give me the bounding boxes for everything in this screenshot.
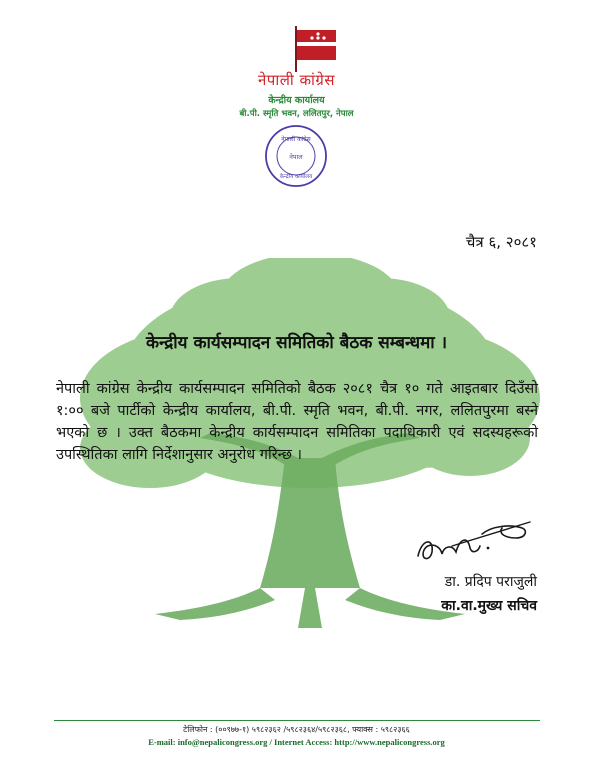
letter-subject: केन्द्रीय कार्यसम्पादन समितिको बैठक सम्बन्धमा । (145, 333, 448, 353)
organization-name: नेपाली कांग्रेस (257, 71, 336, 89)
letter-date: चैत्र ६, २०८१ (465, 233, 537, 251)
office-name: केन्द्रीय कार्यालय (268, 95, 325, 106)
footer-email-website: E-mail: info@nepalicongress.org / Internet Access: http://www.nepalicongress.org (148, 737, 445, 747)
handwritten-signature (412, 508, 534, 570)
party-flag-icon (290, 24, 340, 72)
footer-divider (54, 720, 540, 721)
signer-title: का.वा.मुख्य सचिव (441, 598, 537, 614)
office-address: बी.पी. स्मृति भवन, ललितपुर, नेपाल (239, 109, 354, 119)
svg-text:नेपाल: नेपाल (289, 153, 303, 161)
signer-name: डा. प्रदिप पराजुली (444, 574, 537, 590)
svg-text:नेपाली कांग्रेस: नेपाली कांग्रेस (281, 136, 311, 143)
footer-contact-phones: टेलिफोन : (००९७७-१) ५९८२३६२ /५९८२३६४/५९८२३६८, फ्याक्स : ५९८२३६६ (183, 725, 410, 734)
svg-text:केन्द्रीय कार्यालय: केन्द्रीय कार्यालय (279, 174, 313, 180)
office-seal-stamp (264, 124, 328, 188)
letter-body: नेपाली कांग्रेस केन्द्रीय कार्यसम्पादन समितिको बैठक २०८१ चैत्र १० गते आइतबार दिउँसो १:०० बजे पार्टीको केन्द्रीय कार्यालय, बी.पी. स्मृति भवन, बी.पी. नगर, ललितपुरमा बस्ने भएको छ । उक्त बैठकमा केन्द्रीय कार्यसम्पादन समितिका पदाधिकारी एवं सदस्यहरूको उपस्थितिका लागि निर्देशानुसार अनुरोध गरिन्छ । (56, 381, 538, 463)
